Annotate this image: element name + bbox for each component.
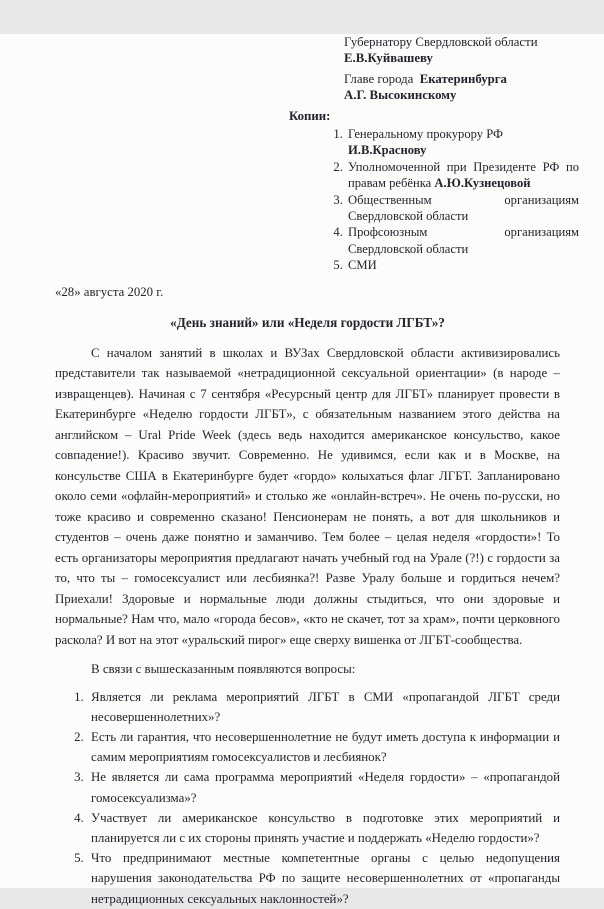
copy-item-name: И.В.Краснову <box>348 143 427 158</box>
questions-list <box>55 687 560 909</box>
recipient-governor-title: Губернатору Свердловской области <box>344 35 538 49</box>
recipient-mayor <box>344 71 594 103</box>
document-date: «28» августа 2020 г. <box>55 284 164 299</box>
question-item: 5. Что предпринимают местные компетентные органы с целью недопущения нарушения законодательства РФ по защите несовершеннолетних от «пропаганды нетрадиционных сексуальных наклонностей»? <box>87 848 560 909</box>
copy-item-text: Уполномоченной при Президенте РФ по правам ребёнка <box>348 159 579 191</box>
recipient-block <box>344 34 594 103</box>
copy-item-name: А.Ю.Кузнецовой <box>434 176 531 191</box>
recipient-mayor-title <box>344 71 594 87</box>
question-item: 2. Есть ли гарантия, что несовершеннолетние не будут иметь доступа к информации и самим мероприятиям гомосексуалистов и лесбиянок? <box>87 727 560 767</box>
recipient-mayor-name: А.Г. Высокинскому <box>344 88 457 102</box>
copies-list <box>329 126 579 274</box>
copy-item: 3. Общественным организациям Свердловской области <box>346 192 579 225</box>
body-paragraph: С началом занятий в школах и ВУЗах Свердловской области активизировались представители так называемой «нетрадиционной сексуальной ориентации» (в народе – извращенцев). Начиная с 7 сентября «Ресурсный центр для ЛГБТ» планирует провести в Екатеринбурге «Неделю гордости ЛГБТ», с обязательным названием этого действа на английском – Ural Pride Week (здесь ведь находится американское консульство, какое совпадение!). Красиво звучит. Современно. Не удивимся, если как и в Москве, на консульстве США в Екатеринбурге будет «гордо» колыхаться флаг ЛГБТ. Запланировано около семи «офлайн-мероприятий» и столько же «онлайн-встреч». Не очень по-русски, но тоже красиво и современно сказано! Пенсионерам не понять, а вот для школьников и студентов – очень даже понятно и заманчиво. Тем более – целая неделя «гордости»! То есть организаторы мероприятия предлагают начать учебный год на Урале (?!) с гордости за то, что ты – гомосексуалист или лесбиянка?! Разве Уралу больше и гордиться нечем? Приехали! Здоровые и нормальные люди должны стыдиться, что они здоровые и нормальные? Нам что, мало «города бесов», «кто не скачет, тот за храм», почти церковного раскола? И вот на этот «уральский пирог» еще сверху вишенка от ЛГБТ-сообщества. <box>55 345 560 647</box>
copy-item: 5. СМИ <box>346 257 579 273</box>
copy-item <box>346 126 579 159</box>
document-title: «День знаний» или «Неделя гордости ЛГБТ»? <box>170 314 445 330</box>
copy-item <box>346 159 579 192</box>
question-item: 3. Не является ли сама программа мероприятий «Неделя гордости» – «пропагандой гомосексуализма»? <box>87 767 560 807</box>
recipient-mayor-title-text: Главе города <box>344 72 414 86</box>
copy-item: 4. Профсоюзным организациям Свердловской области <box>346 224 579 257</box>
copy-item-text: Генеральному прокурору РФ <box>348 127 503 141</box>
question-item: 4. Участвует ли американское консульство в подготовке этих мероприятий и планируется ли с их стороны принять участие и поддержать «Неделю гордости»? <box>87 808 560 848</box>
recipient-governor <box>344 34 594 66</box>
copies-label: Копии: <box>289 109 331 123</box>
question-item: 1. Является ли реклама мероприятий ЛГБТ в СМИ «пропагандой ЛГБТ среди несовершеннолетних»? <box>87 687 560 727</box>
questions-intro: В связи с вышесказанным появляются вопросы: <box>91 662 356 677</box>
scanned-letter-page <box>0 34 604 906</box>
recipient-mayor-city: Екатеринбурга <box>419 72 507 86</box>
recipient-governor-name: Е.В.Куйвашеву <box>344 51 433 65</box>
